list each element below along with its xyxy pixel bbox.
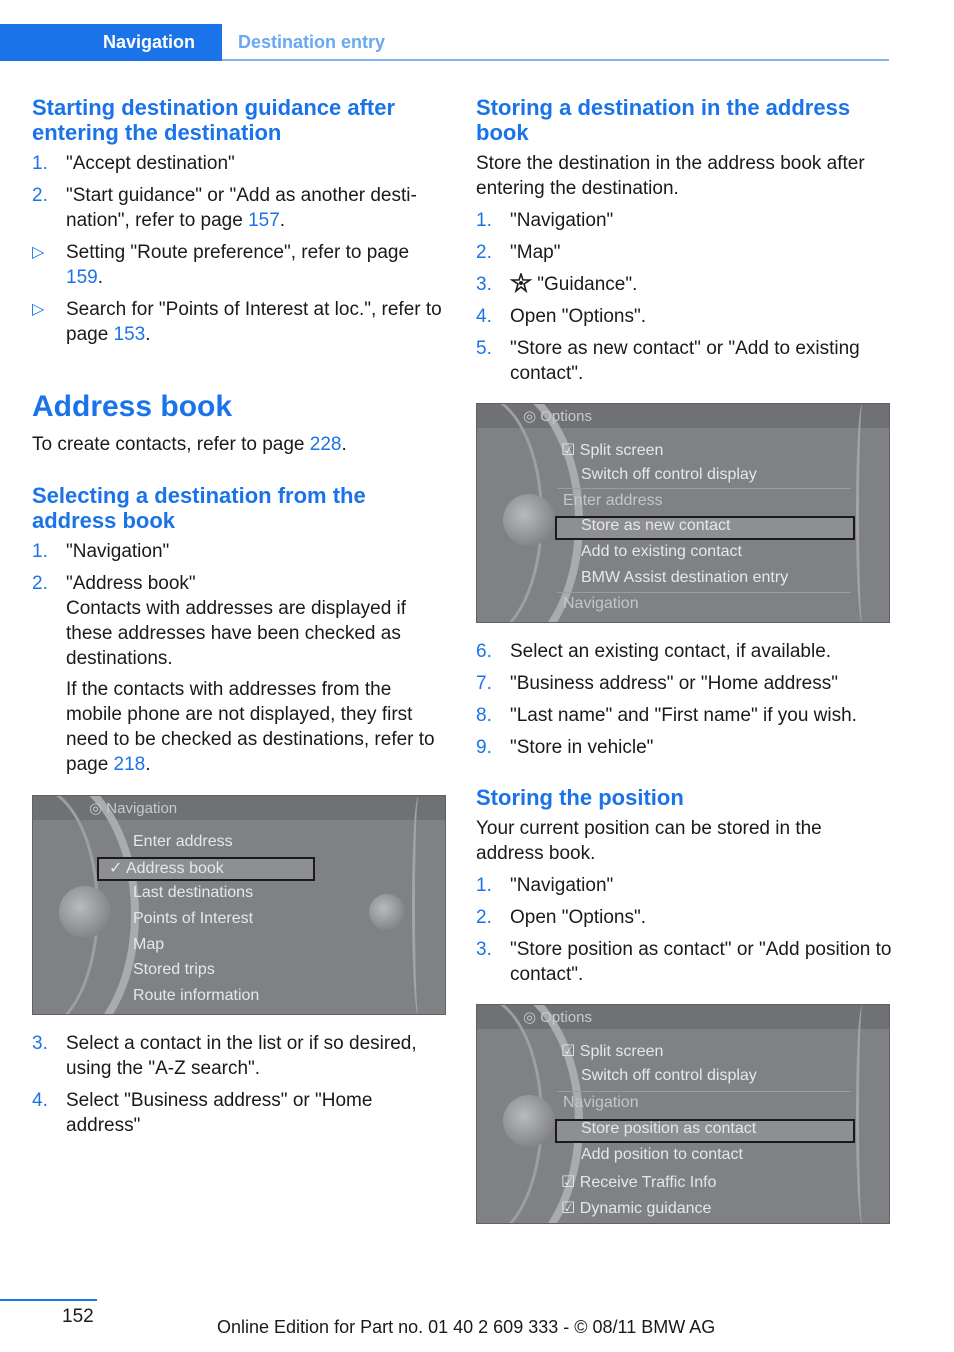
step-number: 1. [32, 541, 48, 562]
menu-item[interactable] [561, 440, 663, 460]
step-number: 8. [476, 705, 492, 726]
step-text [66, 571, 448, 671]
step-text-body: "Address book" [66, 573, 196, 594]
menu-item[interactable]: Add position to contact [581, 1146, 743, 1163]
list-item [476, 735, 892, 760]
menu-item[interactable] [561, 1041, 663, 1061]
triangle-bullet-icon: ▷ [32, 301, 45, 318]
menu-item[interactable] [561, 1198, 711, 1218]
section-title-store-destination: Storing a destination in the address book [476, 95, 851, 145]
left-column [32, 95, 448, 1145]
list-item [476, 937, 892, 987]
menu-item[interactable]: Switch off control display [581, 466, 757, 483]
step-number: 4. [32, 1090, 48, 1111]
bullet-text-body: Search for "Points of Interest at loc.", refer to page [66, 299, 442, 345]
bullet-item [32, 240, 448, 290]
screen-title-text: Options [540, 408, 592, 425]
menu-item[interactable]: BMW Assist destination entry [581, 569, 789, 586]
page-link[interactable]: 157 [248, 210, 280, 231]
step-text: "Map" [510, 242, 561, 263]
divider [557, 592, 851, 593]
menu-item-label: Split screen [579, 1043, 664, 1060]
paragraph-text: To create contacts, refer to page [32, 434, 310, 455]
list-item [476, 639, 892, 664]
step-text: "Navigation" [510, 210, 614, 231]
step-text: "Start guidance" or "Add as another desti-nation", refer to page 157. [66, 185, 417, 231]
heading-address-book: Address book [32, 390, 233, 423]
step-text: "Navigation" [66, 541, 170, 562]
guidance-icon [510, 273, 532, 293]
screen-logo-icon: ◎ [89, 800, 107, 817]
step-text: "Navigation" [510, 875, 614, 896]
step-text: Select a contact in the list or if so desired, using the "A-Z search". [66, 1033, 417, 1079]
checkbox-icon: ☑ [561, 1043, 576, 1060]
screen-options-position [476, 1004, 890, 1224]
section-title-store-position: Storing the position [476, 785, 684, 810]
section-title-start-guidance: Starting destination guidance after entering the destination [32, 95, 396, 145]
page-link[interactable]: 228 [309, 434, 342, 455]
step-number: 2. [32, 185, 48, 206]
step-text [510, 272, 892, 297]
menu-item[interactable]: Last destinations [133, 884, 254, 901]
step-number: 4. [476, 306, 492, 327]
menu-item[interactable]: Points of Interest [133, 910, 254, 927]
menu-section-label: Enter address [563, 492, 663, 509]
page-link[interactable]: 153 [113, 324, 146, 345]
step-number: 2. [476, 242, 492, 263]
step-number: 2. [32, 573, 48, 594]
list-item [476, 304, 892, 329]
menu-item-label: Receive Traffic Info [579, 1174, 717, 1191]
footer-rule [0, 1299, 97, 1301]
list-item [32, 151, 448, 176]
step-text: "Store position as contact" or "Add position to contact". [510, 939, 892, 985]
menu-item-label: Split screen [579, 442, 664, 459]
step-text: Select an existing contact, if available. [510, 641, 832, 662]
list-item [476, 703, 892, 728]
step-number: 1. [476, 875, 492, 896]
menu-item[interactable]: Map [133, 936, 165, 953]
controller-knob-icon [503, 1095, 555, 1147]
step-number: 1. [32, 153, 48, 174]
step-text: "Last name" and "First name" if you wish. [510, 705, 857, 726]
menu-item[interactable]: Route information [133, 987, 260, 1004]
controller-knob-icon [369, 894, 405, 930]
list-item [476, 240, 892, 265]
checkbox-icon: ☑ [561, 442, 576, 459]
list-item [32, 1088, 448, 1138]
step-text: "Store in vehicle" [510, 737, 654, 758]
controller-knob-icon [503, 494, 555, 546]
page-link[interactable]: 218 [113, 754, 146, 775]
step-text: "Accept destination" [66, 153, 235, 174]
footer-text: Online Edition for Part no. 01 40 2 609 333 - © 08/11 BMW AG [217, 1317, 716, 1337]
screen-arc [856, 1005, 869, 1224]
bullet-text: Setting "Route preference", refer to page 159. [66, 242, 410, 288]
screen-title [523, 407, 592, 425]
screen-title-text: Navigation [106, 800, 178, 817]
list-item [476, 336, 892, 386]
page-number: 152 [62, 1306, 94, 1327]
menu-item-label: Dynamic guidance [579, 1200, 712, 1217]
bullet-text-body: Setting "Route preference", refer to page [66, 242, 410, 263]
header-rule [222, 59, 889, 61]
divider [557, 488, 851, 489]
list-item [32, 539, 448, 564]
step-text: Select "Business address" or "Home address" [66, 1090, 373, 1136]
screen-title [89, 799, 177, 817]
step-detail: Contacts with addresses are displayed if these addresses have been checked as destinations. [66, 598, 407, 669]
step-number: 7. [476, 673, 492, 694]
list-item [476, 905, 892, 930]
paragraph: Your current position can be stored in the address book. [476, 818, 822, 864]
header-section-tab: Navigation [0, 24, 222, 61]
list-item [476, 272, 892, 297]
divider [557, 1091, 851, 1092]
list-item [476, 208, 892, 233]
page-link[interactable]: 159 [66, 267, 98, 288]
menu-section-label: Navigation [563, 595, 639, 612]
step-number: 1. [476, 210, 492, 231]
bullet-text: Search for "Points of Interest at loc.", refer to page 153. [66, 299, 442, 345]
step-text: "Business address" or "Home address" [510, 673, 838, 694]
controller-knob-icon [59, 886, 111, 938]
header-subsection: Destination entry [238, 32, 386, 52]
menu-section-label: Navigation [563, 1094, 639, 1111]
list-item [32, 1031, 448, 1081]
step-number: 6. [476, 641, 492, 662]
step-number: 3. [32, 1033, 48, 1054]
menu-item[interactable]: Stored trips [133, 961, 215, 978]
step-number: 3. [476, 939, 492, 960]
paragraph: To create contacts, refer to page 228. [32, 434, 347, 455]
step-text: "Store as new contact" or "Add to existing contact". [510, 338, 860, 384]
list-item [32, 183, 448, 233]
menu-item-selected[interactable]: Store position as contact [581, 1120, 757, 1137]
list-item [476, 873, 892, 898]
menu-item[interactable]: Add to existing contact [581, 543, 742, 560]
checkbox-icon: ☑ [561, 1200, 576, 1217]
menu-item-selected[interactable]: Store as new contact [581, 517, 731, 534]
screen-logo-icon: ◎ [523, 1009, 541, 1026]
step-number: 9. [476, 737, 492, 758]
menu-item[interactable]: Enter address [133, 833, 233, 850]
menu-item-label: Address book [125, 860, 224, 877]
screen-options-menu [476, 403, 890, 623]
checkbox-icon: ☑ [561, 1174, 576, 1191]
step-text-body: "Guidance". [537, 274, 638, 295]
step-number: 3. [476, 274, 492, 295]
bullet-item [32, 297, 448, 347]
menu-item[interactable] [561, 1172, 716, 1192]
screen-navigation-menu [32, 795, 446, 1015]
menu-item[interactable]: Switch off control display [581, 1067, 757, 1084]
screen-title-text: Options [540, 1009, 592, 1026]
right-column [476, 95, 892, 1224]
step-text: Open "Options". [510, 907, 647, 928]
triangle-bullet-icon: ▷ [32, 244, 45, 261]
section-title-select-destination: Selecting a destination from the address book [32, 483, 366, 533]
screen-logo-icon: ◎ [523, 408, 541, 425]
screen-title [523, 1008, 592, 1026]
paragraph: Store the destination in the address book after entering the destination. [476, 153, 865, 199]
check-icon: ✓ [109, 860, 123, 877]
menu-item-selected[interactable] [109, 858, 224, 878]
step-text-body: "Start guidance" or "Add as another desti-nation", refer to page [66, 185, 417, 231]
screen-arc [856, 404, 869, 623]
note-text: If the contacts with addresses from the mobile phone are not displayed, they first need to be checked as destinations, refer to page [66, 679, 435, 775]
step-number: 5. [476, 338, 492, 359]
step-note: If the contacts with addresses from the mobile phone are not displayed, they first need to be checked as destinations, refer to page 218. [66, 679, 435, 775]
list-item [32, 571, 448, 671]
step-number: 2. [476, 907, 492, 928]
step-text: Open "Options". [510, 306, 647, 327]
list-item [476, 671, 892, 696]
screen-arc [412, 796, 425, 1015]
